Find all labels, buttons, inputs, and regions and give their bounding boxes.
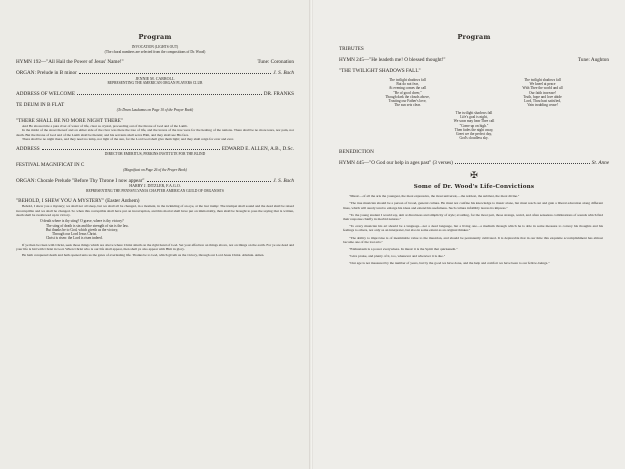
mystery-paragraph-1: Behold, I shew you a mystery; we shall not all sleep, but we shall all be changed, in a moment, in the twinkling of an eye, at the last trump: The trumpet shall sound and the dead shall be raised incorruptible and we shall be changed. So when this corruptible shall have put on incorruption, and this mortal shall have put on immortality, then shall be brought to pass the saying that is written, death shall be swallowed up in victory. — [16, 204, 294, 217]
conviction-quote: "To every musician his art should be a language—not a dead language, but a living one—a medium through which he is able in some measure to convey his thoughts and his feelings to others, not only as an interpreter, but also in some extent as an original thinker." — [343, 224, 603, 233]
convictions-title: Some of Dr. Wood's Life-Convictions — [413, 184, 535, 191]
note-invocation: INVOCATION (LIGHTS OUT) — [131, 45, 179, 49]
verse-line: But thanks be to God, which giveth us the victory, — [46, 227, 119, 232]
leader-dots — [455, 163, 590, 164]
mystery-title: "BEHOLD, I SHEW YOU A MYSTERY" (Easter Anthem) — [16, 198, 140, 205]
right-page — [313, 0, 625, 469]
verse-line: Greet we the perfect day, — [456, 132, 492, 137]
conviction-quote: "Enthusiasm is a power everywhere. In music it is the Spirit that quickeneth." — [349, 247, 458, 251]
hymn-445 — [339, 160, 609, 166]
twilight-title: "THE TWILIGHT SHADOWS FALL" — [339, 68, 421, 75]
mystery-verses — [16, 219, 294, 240]
stanza-3 — [454, 111, 495, 141]
hymn-245-tune: Tune: Aughton — [577, 57, 609, 64]
twilight-stanza-3-wrap — [339, 111, 609, 141]
left-page — [0, 0, 310, 469]
organ-prelude-label: ORGAN: Prelude in B minor — [16, 70, 77, 77]
address-speaker: EDWARD E. ALLEN, A.B., D.Sc. — [221, 146, 294, 153]
hymn-192-tune: Tune: Coronation — [257, 59, 294, 66]
verse-line: The twilight shadows fall — [389, 77, 426, 82]
magnificat: FESTIVAL MAGNIFICAT IN C — [16, 161, 85, 168]
address-of-welcome — [16, 91, 294, 97]
verse-line: At evening comes the call — [388, 86, 427, 91]
hymn-245-label: HYMN 245—"He leadeth me! O blessed thought!" — [339, 57, 446, 64]
conviction-quote: "The true musician should be a person of broad, general culture. He must not confine his knowledge to music alone, but must reach out and gain a liberal education along different lines, which will surely tend to enlarge his ideas and extend his usefulness. Such culture infallibly leaves its impress." — [343, 201, 603, 210]
verse-line: Life's goal is night, — [460, 114, 488, 119]
verse-line: With Thee the world and all — [522, 86, 563, 91]
page-header: Program — [138, 33, 172, 41]
mystery-paragraph-2: If ye then be risen with Christ, seek those things which are above where Christ sitteth on the right hand of God. Set your affection on things above, not on things on the earth. For ye are dead and your life is hid with Christ in God. When Christ who is our life shall appear, then shall ye also appear with Him in glory. — [16, 242, 294, 252]
address-desc: DIRECTOR EMERITUS, PERKINS INSTITUTE FOR THE BLIND — [104, 152, 206, 157]
twilight-stanzas — [339, 78, 609, 108]
conviction-quote: "The ability to improvise is of inestimable value to the musician, and should be persistently cultivated. It is deplorable that in our time this exquisite accomplishment has almost become one of the lost arts." — [343, 235, 603, 244]
address-label: ADDRESS — [16, 146, 40, 153]
hymn-445-label: HYMN 445—"O God our help in ages past" (3 verses) — [339, 159, 453, 166]
verse-line: The sting of death is sin and the strength of sin is the law. — [46, 223, 129, 228]
verse-line: Trusting our Father's love, — [388, 99, 427, 104]
te-deum-sub: (To Drum Laudamus on Page 10 of the Prayer Book) — [116, 108, 194, 113]
benediction: BENEDICTION — [339, 148, 374, 155]
verse-line: We soon may hear Thee call — [453, 119, 495, 124]
verse-line: "Come up on high." — [459, 123, 489, 128]
verse-line: The twilight shadows fall — [524, 77, 561, 82]
organ-chorale-performer: HARRY J. DITZLER, F.A.G.O. — [129, 182, 181, 188]
stanza-1 — [385, 78, 429, 108]
leader-dots — [42, 149, 220, 150]
organ-prelude-performer-desc: REPRESENTING THE AMERICAN ORGAN PLAYERS CLUB — [107, 81, 203, 86]
verse-line: Vain troubling cease! — [527, 103, 558, 108]
welcome-label: ADDRESS OF WELCOME — [16, 90, 75, 97]
verse-line: Lord, Thou hast satisfied, — [524, 99, 561, 104]
conviction-quote: "Our age is not measured by the number of years, but by the good we have done, and the help and comfort we have been to our fellow-beings." — [349, 261, 550, 266]
night-paragraph-2: In the midst of the street thereof and on either side of the river was there the tree of life, and the leaves of the tree were for the healing of the nations. There shall be no more tears, nor pain, nor death. But the throne of God and of the Lamb shall be therein; and his servants shall serve Him, and they shall see His face. — [16, 128, 294, 137]
leader-dots — [147, 181, 272, 182]
verse-line: We kneel at peace — [529, 81, 556, 86]
note-compositions: (The choral numbers are selected from the compositions of Dr. Wood) — [104, 49, 206, 54]
verse-line: Then fades the night away, — [454, 127, 494, 132]
verse-line: But do not fear, — [396, 81, 419, 86]
hymn-445-tune: St. Anne — [591, 159, 609, 166]
cross-icon: ✠ — [470, 170, 478, 181]
conviction-quote: "To the young student I would say, aim at directness and simplicity of style; avoiding, for the most part, those strange, weird, and often senseless combinations of sounds which find their response chiefly in morbid natures." — [343, 212, 603, 221]
night-title: "THERE SHALL BE NO MORE NIGHT THERE" — [16, 117, 124, 124]
hymn-245 — [339, 57, 609, 63]
organ-prelude-composer: J. S. Bach — [273, 70, 294, 77]
verse-line: O death where is thy sting? O grave, where is thy victory? — [40, 219, 124, 224]
verse-line: Through our Lord Jesus Christ. — [52, 232, 98, 237]
hymn-192-label: HYMN 192—"All Hail the Power of Jesus' Name!" — [16, 59, 124, 66]
night-paragraph-1: And He showed me a pure river of water of life, clear as crystal, proceeding out of the throne of God and of the Lamb. — [22, 123, 188, 128]
te-deum: TE DEUM IN B FLAT — [16, 101, 65, 108]
organ-chorale-performer-desc: REPRESENTING THE PENNSYLVANIA CHAPTER AMERICAN GUILD OF ORGANISTS — [86, 188, 224, 193]
stanza-2 — [522, 78, 562, 108]
night-paragraph-3: There shall be no night there, and they need no lamp, nor light of the sun, for the Lord God shall give them light; and they shall reign for ever and ever. — [22, 136, 234, 141]
conviction-quote: "Give praise, and plenty of it, too, whenever and wherever it is due." — [349, 254, 446, 259]
hymn-192 — [16, 59, 294, 65]
verse-line: God's cloudless sky. — [459, 136, 489, 141]
organ-chorale-label: ORGAN: Chorale Prelude "Before Thy Throne I now appear" — [16, 177, 145, 184]
leader-dots — [79, 73, 271, 74]
verse-line: Our faith increase! — [529, 90, 556, 95]
mystery-paragraph-3: He hath conquered death and hath opened unto us the gates of everlasting life. Thanks be to God, which giveth us the victory, through our Lord Jesus Christ. Alleluia. Amen. — [22, 253, 265, 258]
leader-dots — [77, 94, 262, 95]
tributes: TRIBUTES — [339, 46, 364, 52]
verse-line: Christ is risen: the Lord is risen indeed. — [46, 236, 103, 241]
verse-line: The twilight shadows fall — [455, 110, 493, 115]
verse-line: Though dark the clouds above, — [385, 94, 430, 99]
verse-line: Truth, hope and love abide — [523, 94, 562, 99]
convictions-list — [339, 194, 609, 265]
welcome-speaker: DR. FRANKS — [263, 90, 294, 97]
verse-line: "Be of good cheer," — [393, 90, 422, 95]
organ-prelude-performer: JENNIE M. CARROLL — [135, 75, 175, 81]
verse-line: The sun sets clear. — [394, 103, 421, 108]
page-header: Program — [457, 33, 491, 41]
magnificat-sub: (Magnificat on Page 26 of the Prayer Book) — [123, 168, 187, 173]
conviction-quote: "Music—of all the arts the youngest, the most expressive, the most universal,—the noblest, the subtlest, the most divine." — [349, 194, 520, 199]
organ-chorale-composer: J. S. Bach — [273, 177, 294, 184]
